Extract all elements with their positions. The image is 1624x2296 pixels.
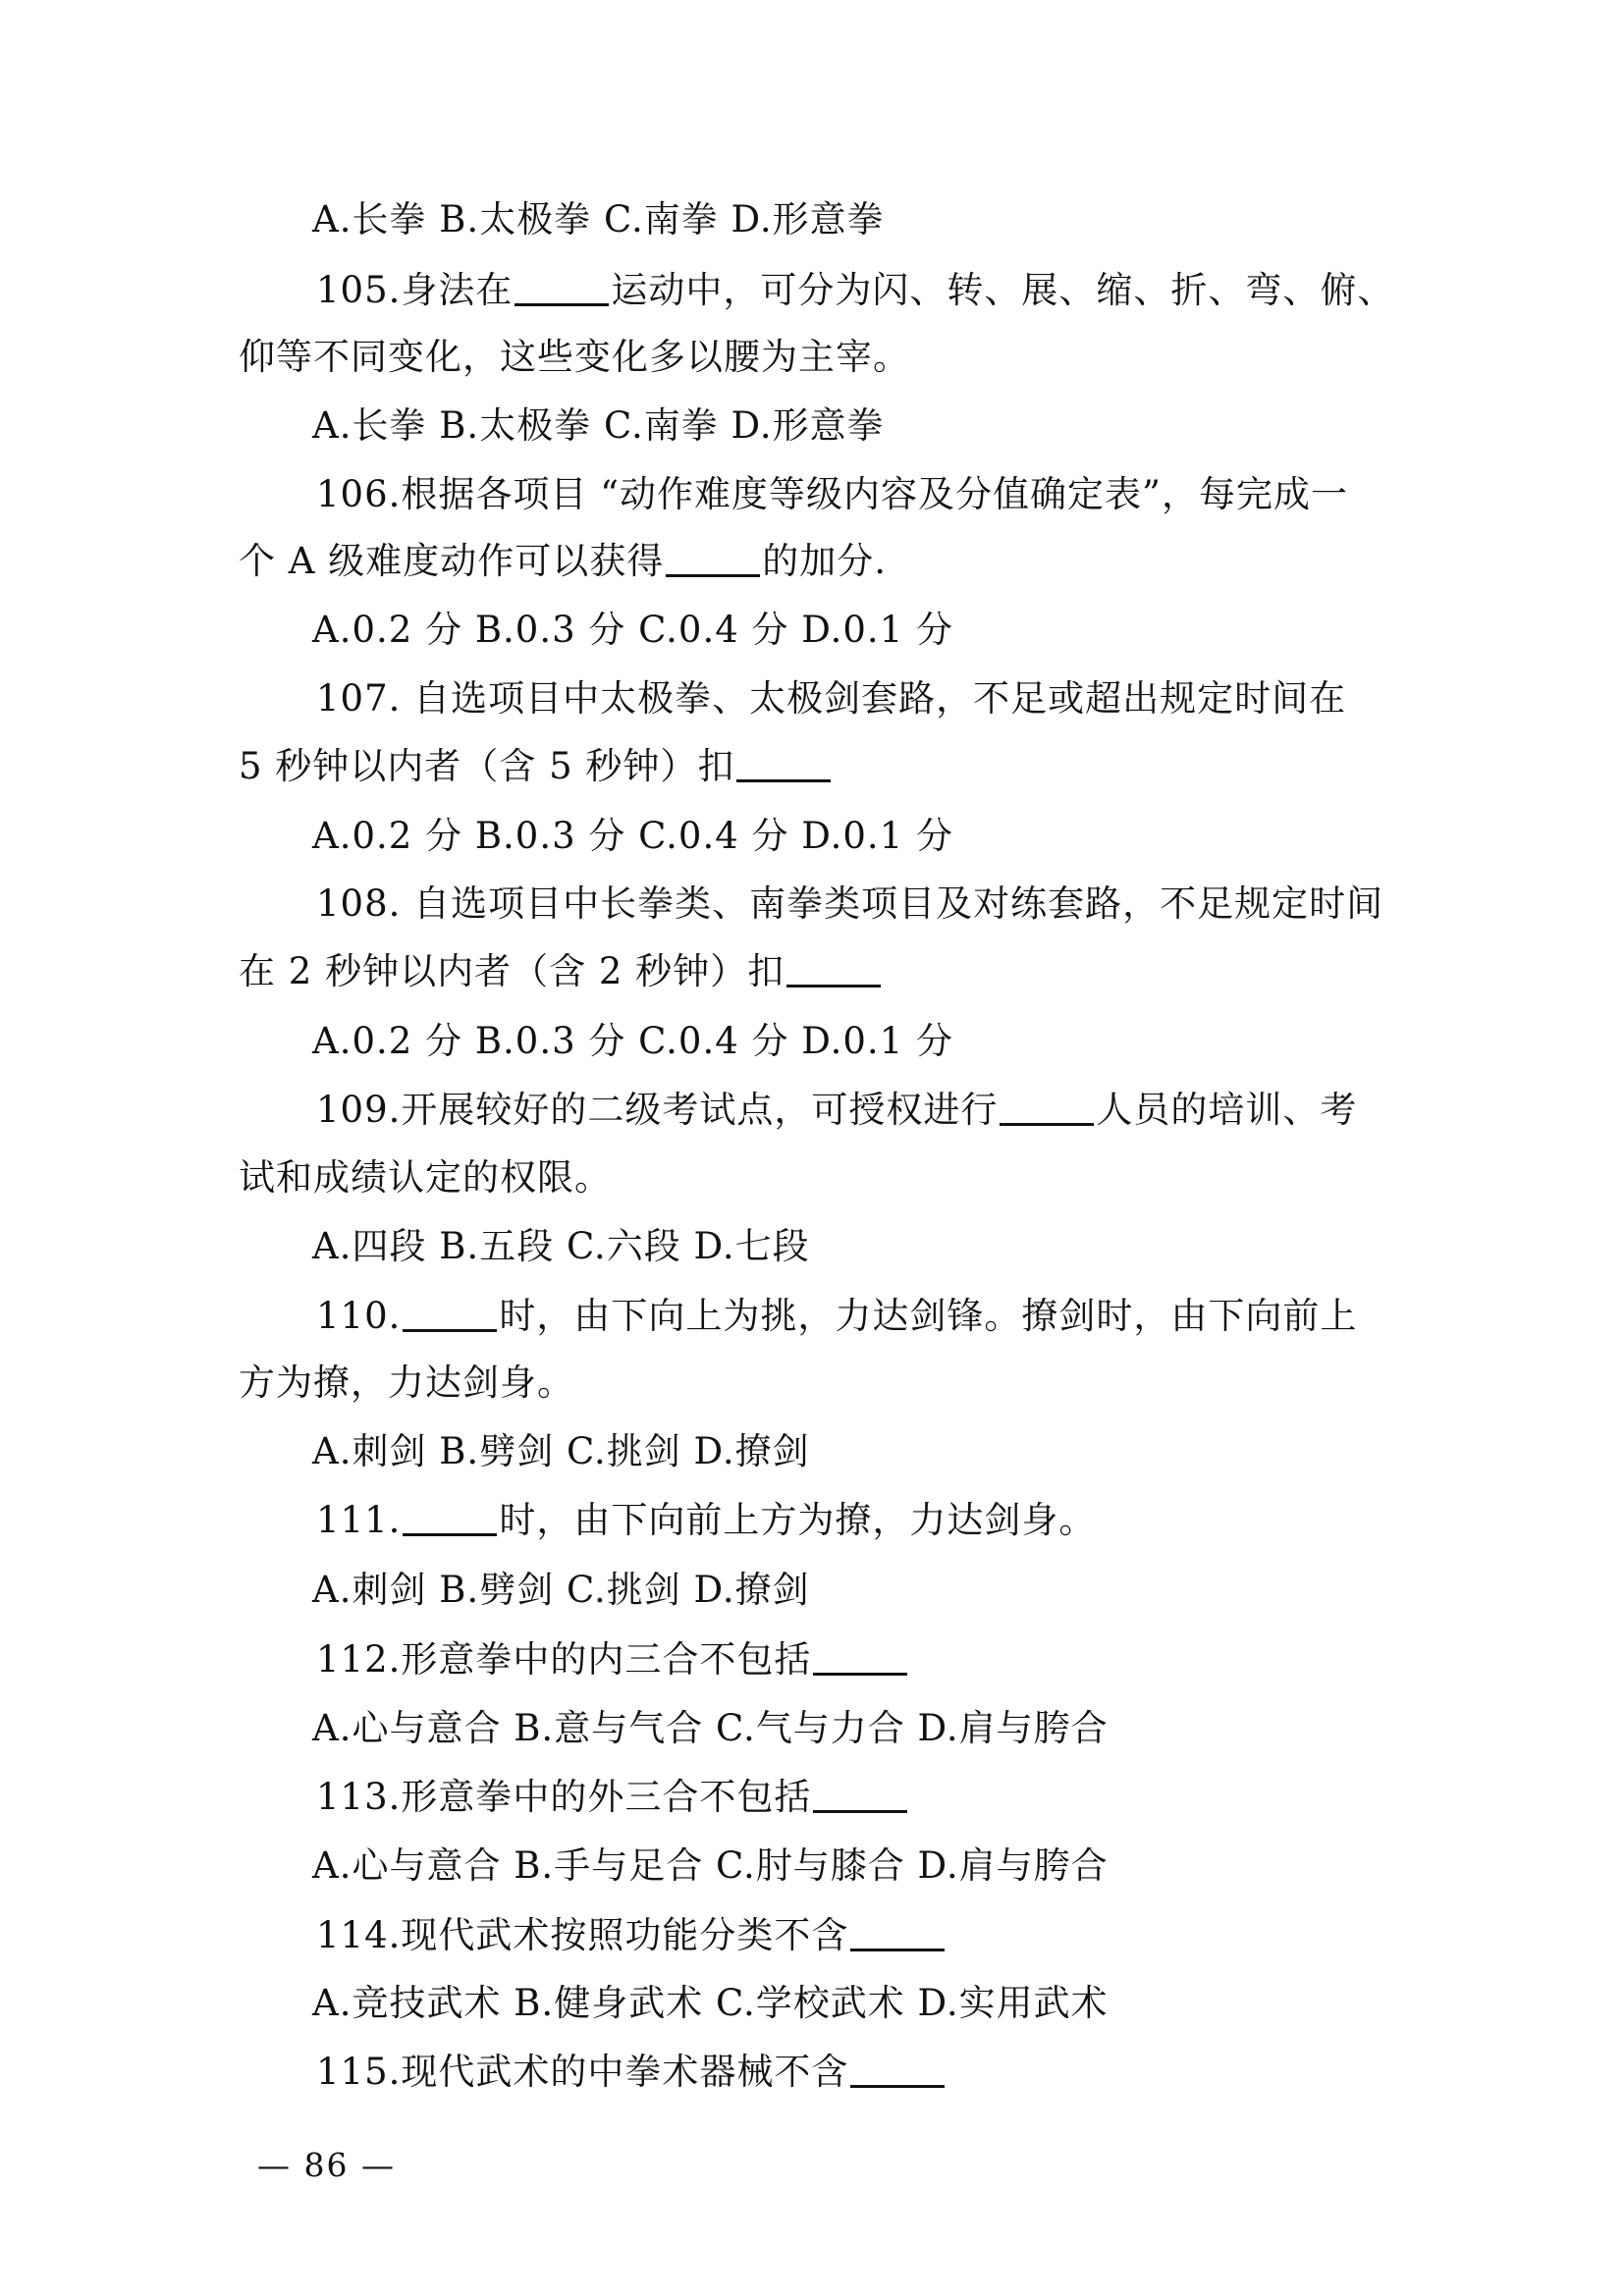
q111-pre: 111.: [316, 1499, 402, 1541]
q109-options: A.四段 B.五段 C.六段 D.七段: [312, 1225, 810, 1267]
q111-post: 时，由下向前上方为撩，力达剑身。: [499, 1499, 1097, 1541]
q109-question: [316, 1089, 1358, 1131]
q113-pre: 113.形意拳中的外三合不包括: [316, 1776, 812, 1818]
q113-options: A.心与意合 B.手与足合 C.肘与膝合 D.肩与胯合: [312, 1844, 1109, 1887]
q110-options: A.刺剑 B.劈剑 C.挑剑 D.撩剑: [312, 1430, 810, 1472]
answer-blank: [813, 1781, 907, 1813]
q109-post: 人员的培训、考: [1096, 1089, 1358, 1131]
answer-blank: [786, 955, 881, 988]
q115-question: [316, 2051, 947, 2093]
q110-continuation: 方为撩，力达剑身。: [239, 1362, 574, 1404]
q114-question: [316, 1914, 947, 1956]
answer-blank: [1000, 1094, 1094, 1126]
q106-options: A.0.2 分 B.0.3 分 C.0.4 分 D.0.1 分: [312, 609, 953, 651]
q107-cont-pre: 5 秒钟以内者（含 5 秒钟）扣: [239, 745, 735, 787]
q114-pre: 114.现代武术按照功能分类不含: [316, 1914, 849, 1956]
q109-pre: 109.开展较好的二级考试点，可授权进行: [316, 1089, 999, 1131]
q106-cont-pre: 个 A 级难度动作可以获得: [239, 540, 665, 582]
answer-blank: [736, 750, 831, 782]
q105-post: 运动中，可分为闪、转、展、缩、折、弯、俯、: [611, 269, 1395, 311]
q112-options: A.心与意合 B.意与气合 C.气与力合 D.肩与胯合: [312, 1707, 1109, 1749]
q105-question: [316, 269, 1395, 311]
q107-continuation: [239, 745, 833, 787]
q112-question: [316, 1638, 909, 1681]
answer-blank: [813, 1643, 907, 1676]
q110-post: 时，由下向上为挑，力达剑锋。撩剑时，由下向前上: [499, 1295, 1358, 1337]
q108-cont-pre: 在 2 秒钟以内者（含 2 秒钟）扣: [239, 950, 785, 992]
q112-pre: 112.形意拳中的内三合不包括: [316, 1638, 812, 1681]
q105-continuation: 仰等不同变化，这些变化多以腰为主宰。: [239, 336, 910, 378]
answer-blank: [850, 1919, 945, 1951]
q107-question: 107. 自选项目中太极拳、太极剑套路，不足或超出规定时间在: [316, 677, 1347, 720]
answer-blank: [403, 1504, 497, 1536]
q106-cont-post: 的加分.: [762, 540, 888, 582]
q107-options: A.0.2 分 B.0.3 分 C.0.4 分 D.0.1 分: [312, 815, 953, 857]
q110-question: [316, 1295, 1358, 1337]
q115-pre: 115.现代武术的中拳术器械不含: [316, 2051, 849, 2093]
page-number: — 86 —: [257, 2146, 396, 2184]
answer-blank: [666, 545, 760, 577]
q113-question: [316, 1776, 909, 1818]
q109-continuation: 试和成绩认定的权限。: [239, 1156, 612, 1199]
q108-question: 108. 自选项目中长拳类、南拳类项目及对练套路，不足规定时间: [316, 882, 1384, 925]
q106-question: 106.根据各项目 “动作难度等级内容及分值确定表”，每完成一: [316, 473, 1348, 515]
q108-options: A.0.2 分 B.0.3 分 C.0.4 分 D.0.1 分: [312, 1020, 953, 1062]
q105-options: A.长拳 B.太极拳 C.南拳 D.形意拳: [312, 404, 885, 447]
answer-blank: [403, 1300, 497, 1332]
q114-options: A.竞技武术 B.健身武术 C.学校武术 D.实用武术: [312, 1982, 1109, 2024]
q108-continuation: [239, 950, 883, 992]
q104-options: A.长拳 B.太极拳 C.南拳 D.形意拳: [312, 198, 885, 240]
q106-continuation: [239, 540, 888, 582]
q105-pre: 105.身法在: [316, 269, 514, 311]
answer-blank: [850, 2056, 945, 2088]
q110-pre: 110.: [316, 1295, 402, 1337]
q111-question: [316, 1499, 1097, 1541]
answer-blank: [514, 274, 609, 306]
q111-options: A.刺剑 B.劈剑 C.挑剑 D.撩剑: [312, 1569, 810, 1611]
